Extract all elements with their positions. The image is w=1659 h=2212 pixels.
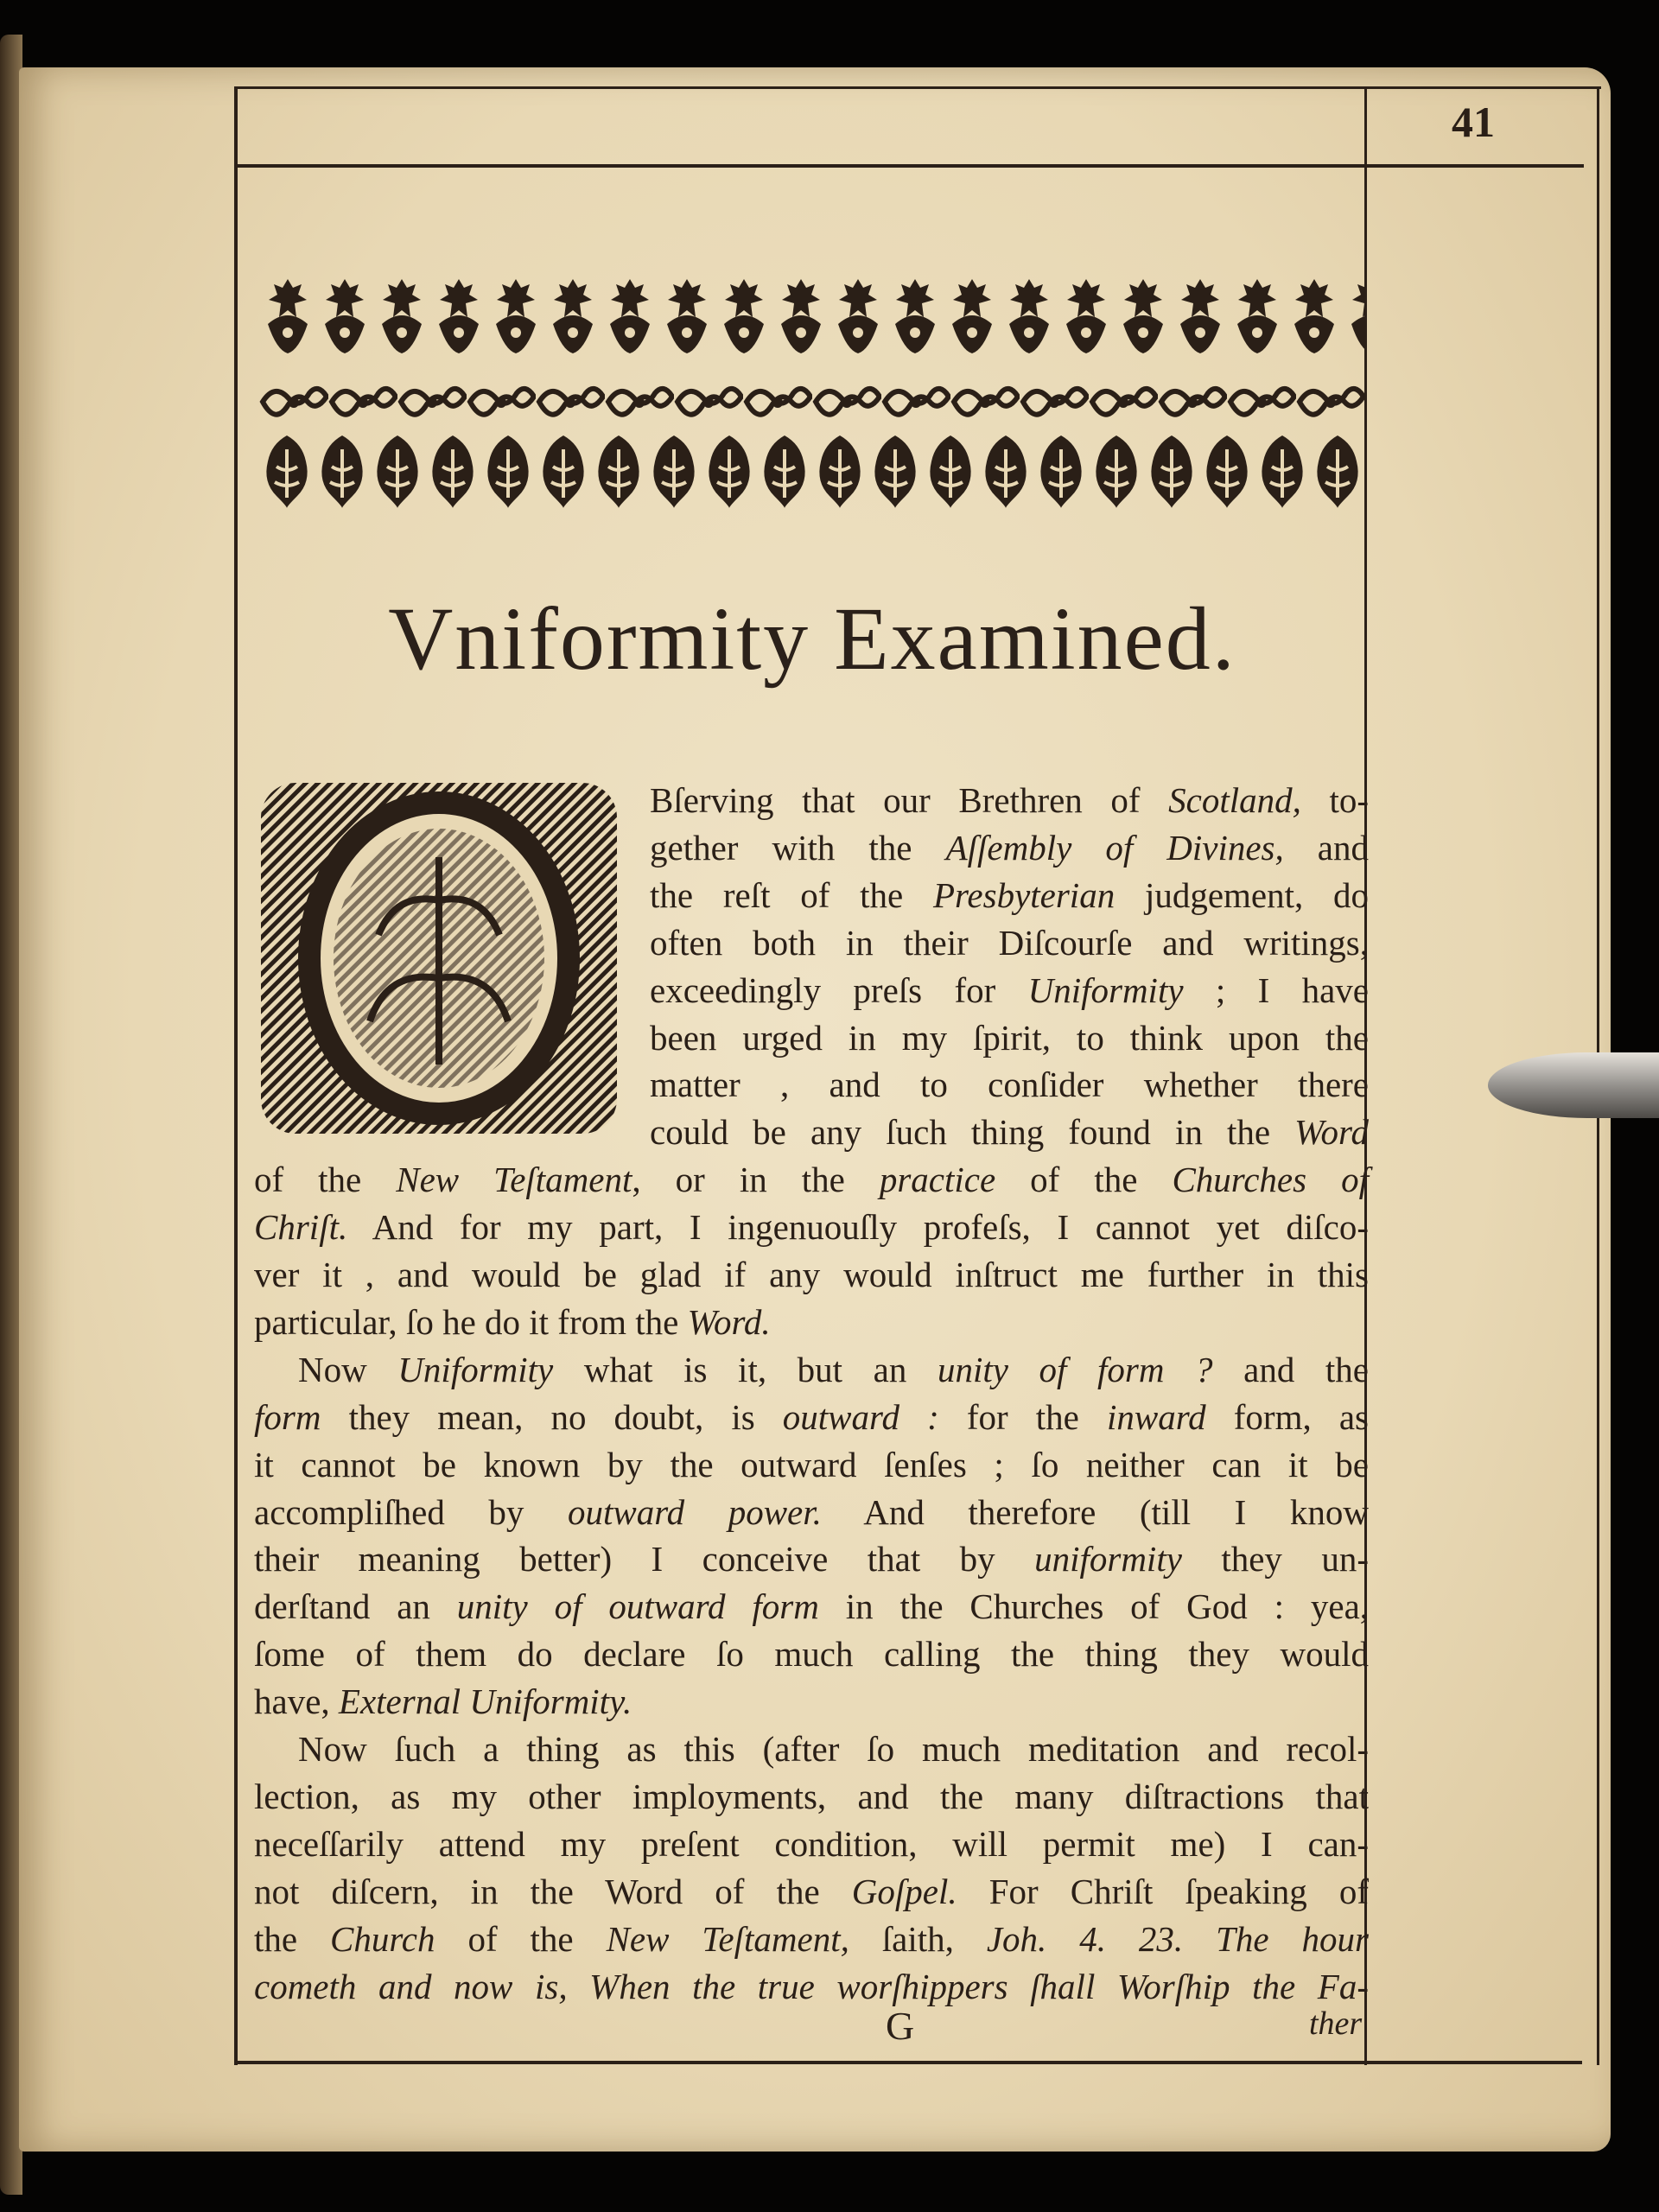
text-run: of the: [254, 1160, 397, 1200]
text-line: [650, 922, 1369, 963]
ornament-band-middle: [259, 380, 1365, 423]
text-line: [254, 1207, 1369, 1248]
text-run: ver it , and would be glad if any would inſtruct me further in this: [254, 1255, 1369, 1294]
text-run: often both in their Diſcourſe and writings,: [650, 922, 1369, 963]
text-line: [254, 1681, 1369, 1722]
text-line: [254, 1444, 1369, 1484]
text-line: [254, 1776, 1369, 1816]
catchword: ther: [1309, 2005, 1363, 2042]
italic-text: External Uniformity.: [338, 1681, 632, 1722]
text-line: [254, 1396, 1369, 1437]
text-line: [650, 780, 1369, 820]
text-run: not diſcern, in the Word of the: [254, 1871, 852, 1911]
header-rule: [236, 164, 1584, 168]
text-run: For Chriſt ſpeaking of: [957, 1871, 1369, 1911]
text-line: [254, 1586, 1370, 1627]
text-run: , or in the: [632, 1160, 880, 1200]
text-line: [254, 1966, 1369, 2006]
italic-text: outward power.: [567, 1491, 822, 1532]
text-run: neceſſarily attend my preſent condition, will permit me) I can-: [254, 1823, 1369, 1864]
text-line: [254, 1301, 1369, 1342]
frame-left-rule: [234, 86, 238, 2065]
italic-text: The hour: [1216, 1918, 1370, 1959]
text-run: ſome of them do declare ſo much calling the thing they would: [254, 1634, 1369, 1675]
italic-text: Scotland,: [1168, 780, 1301, 820]
text-run: for the: [938, 1396, 1107, 1437]
text-line: [254, 1257, 1369, 1293]
text-run: the: [254, 1918, 331, 1959]
text-run: exceedingly preſs for: [650, 969, 1028, 1010]
italic-text: Joh. 4. 23.: [986, 1918, 1184, 1959]
italic-text: New Teſtament,: [606, 1918, 849, 1959]
italic-text: uniformity: [1034, 1539, 1182, 1580]
ornament-band-bottom: [259, 432, 1365, 510]
text-line: [254, 1871, 1369, 1911]
italic-text: Goſpel.: [851, 1871, 957, 1911]
italic-text: Uniformity: [397, 1349, 554, 1389]
text-run: ; I have: [1183, 969, 1369, 1010]
italic-text: New Teſtament: [396, 1160, 632, 1200]
text-run: been urged in my ſpirit, to think upon the: [650, 1017, 1369, 1058]
text-line: [650, 1017, 1369, 1058]
italic-text: Chriſt.: [254, 1207, 348, 1248]
italic-text: outward :: [782, 1396, 939, 1437]
text-run: could be any ſuch thing found in the: [650, 1112, 1295, 1153]
text-run: they mean, no doubt, is: [321, 1396, 783, 1437]
text-run: of the: [435, 1918, 607, 1959]
italic-text: Church: [330, 1918, 435, 1959]
text-line: [254, 1918, 1370, 1959]
text-line: [650, 1067, 1369, 1103]
italic-text: Presbyterian: [932, 874, 1116, 915]
text-run: Bſerving that our Brethren of: [650, 780, 1169, 820]
text-run: they un-: [1181, 1539, 1369, 1580]
text-line: [254, 1491, 1369, 1532]
drop-cap-o-icon: [257, 779, 620, 1137]
text-run: and the: [1212, 1349, 1370, 1389]
text-run: [1183, 1919, 1216, 1959]
text-line: [650, 827, 1370, 868]
text-run: lection, as my other imployments, and the many diſtractions that: [254, 1776, 1369, 1816]
text-run: matter , and to conſider whether there: [650, 1065, 1369, 1105]
text-run: have,: [254, 1681, 339, 1722]
text-run: form, as: [1205, 1396, 1369, 1437]
text-run: it cannot be known by the outward ſenſes ; ſo neither can it be: [254, 1444, 1369, 1484]
italic-text: form: [254, 1396, 321, 1437]
text-run: to-: [1300, 780, 1369, 820]
page-number: 41: [1452, 98, 1495, 146]
text-run: gether with the: [650, 827, 946, 868]
italic-text: Uniformity: [1027, 969, 1184, 1010]
text-line: [650, 969, 1369, 1010]
text-run: accompliſhed by: [254, 1491, 568, 1532]
text-line: [650, 1112, 1369, 1153]
text-line: [254, 1823, 1369, 1864]
italic-text: Churches of: [1172, 1160, 1369, 1200]
italic-text: Aſſembly of Divines,: [945, 827, 1284, 868]
text-line: [254, 1634, 1369, 1675]
text-run: ſaith,: [849, 1918, 987, 1959]
page-title: Vniformity Examined.: [388, 589, 1236, 689]
italic-text: unity of form ?: [937, 1349, 1213, 1389]
ornament-band-top: [259, 272, 1365, 359]
text-run: Now ſuch a thing as this (after ſo much meditation and recol-: [298, 1729, 1369, 1769]
frame-bottom-rule: [234, 2061, 1582, 2064]
text-line: [298, 1349, 1370, 1389]
text-run: of the: [995, 1160, 1173, 1200]
text-run: what is it, but an: [553, 1349, 938, 1389]
text-run: Now: [298, 1349, 398, 1389]
text-run: And therefore (till I know: [821, 1491, 1369, 1532]
text-run: in the Churches of God : yea,: [818, 1586, 1370, 1627]
decorated-initial: [257, 779, 620, 1137]
text-run: their meaning better) I conceive that by: [254, 1539, 1035, 1580]
text-line: [298, 1729, 1369, 1769]
text-run: judgement, do: [1115, 874, 1370, 915]
text-run: and: [1283, 827, 1370, 868]
italic-text: Word: [1294, 1112, 1369, 1153]
signature-mark: G: [886, 2004, 915, 2048]
text-run: the reſt of the: [650, 874, 933, 915]
italic-text: unity of outward form: [456, 1586, 819, 1627]
text-line: [650, 874, 1370, 915]
italic-text: cometh and now is, When the true worſhippers ſhall Worſhip the Fa-: [254, 1966, 1369, 2006]
text-run: particular, ſo he do it from the: [254, 1301, 688, 1342]
text-line: [254, 1162, 1369, 1198]
italic-text: Word.: [687, 1301, 771, 1342]
italic-text: practice: [879, 1160, 996, 1200]
frame-top-rule: [236, 86, 1601, 89]
italic-text: inward: [1106, 1396, 1206, 1437]
text-line: [254, 1539, 1369, 1580]
text-run: derſtand an: [254, 1586, 457, 1627]
text-run: And for my part, I ingenuouſly profeſs, I cannot yet diſco-: [347, 1207, 1369, 1248]
